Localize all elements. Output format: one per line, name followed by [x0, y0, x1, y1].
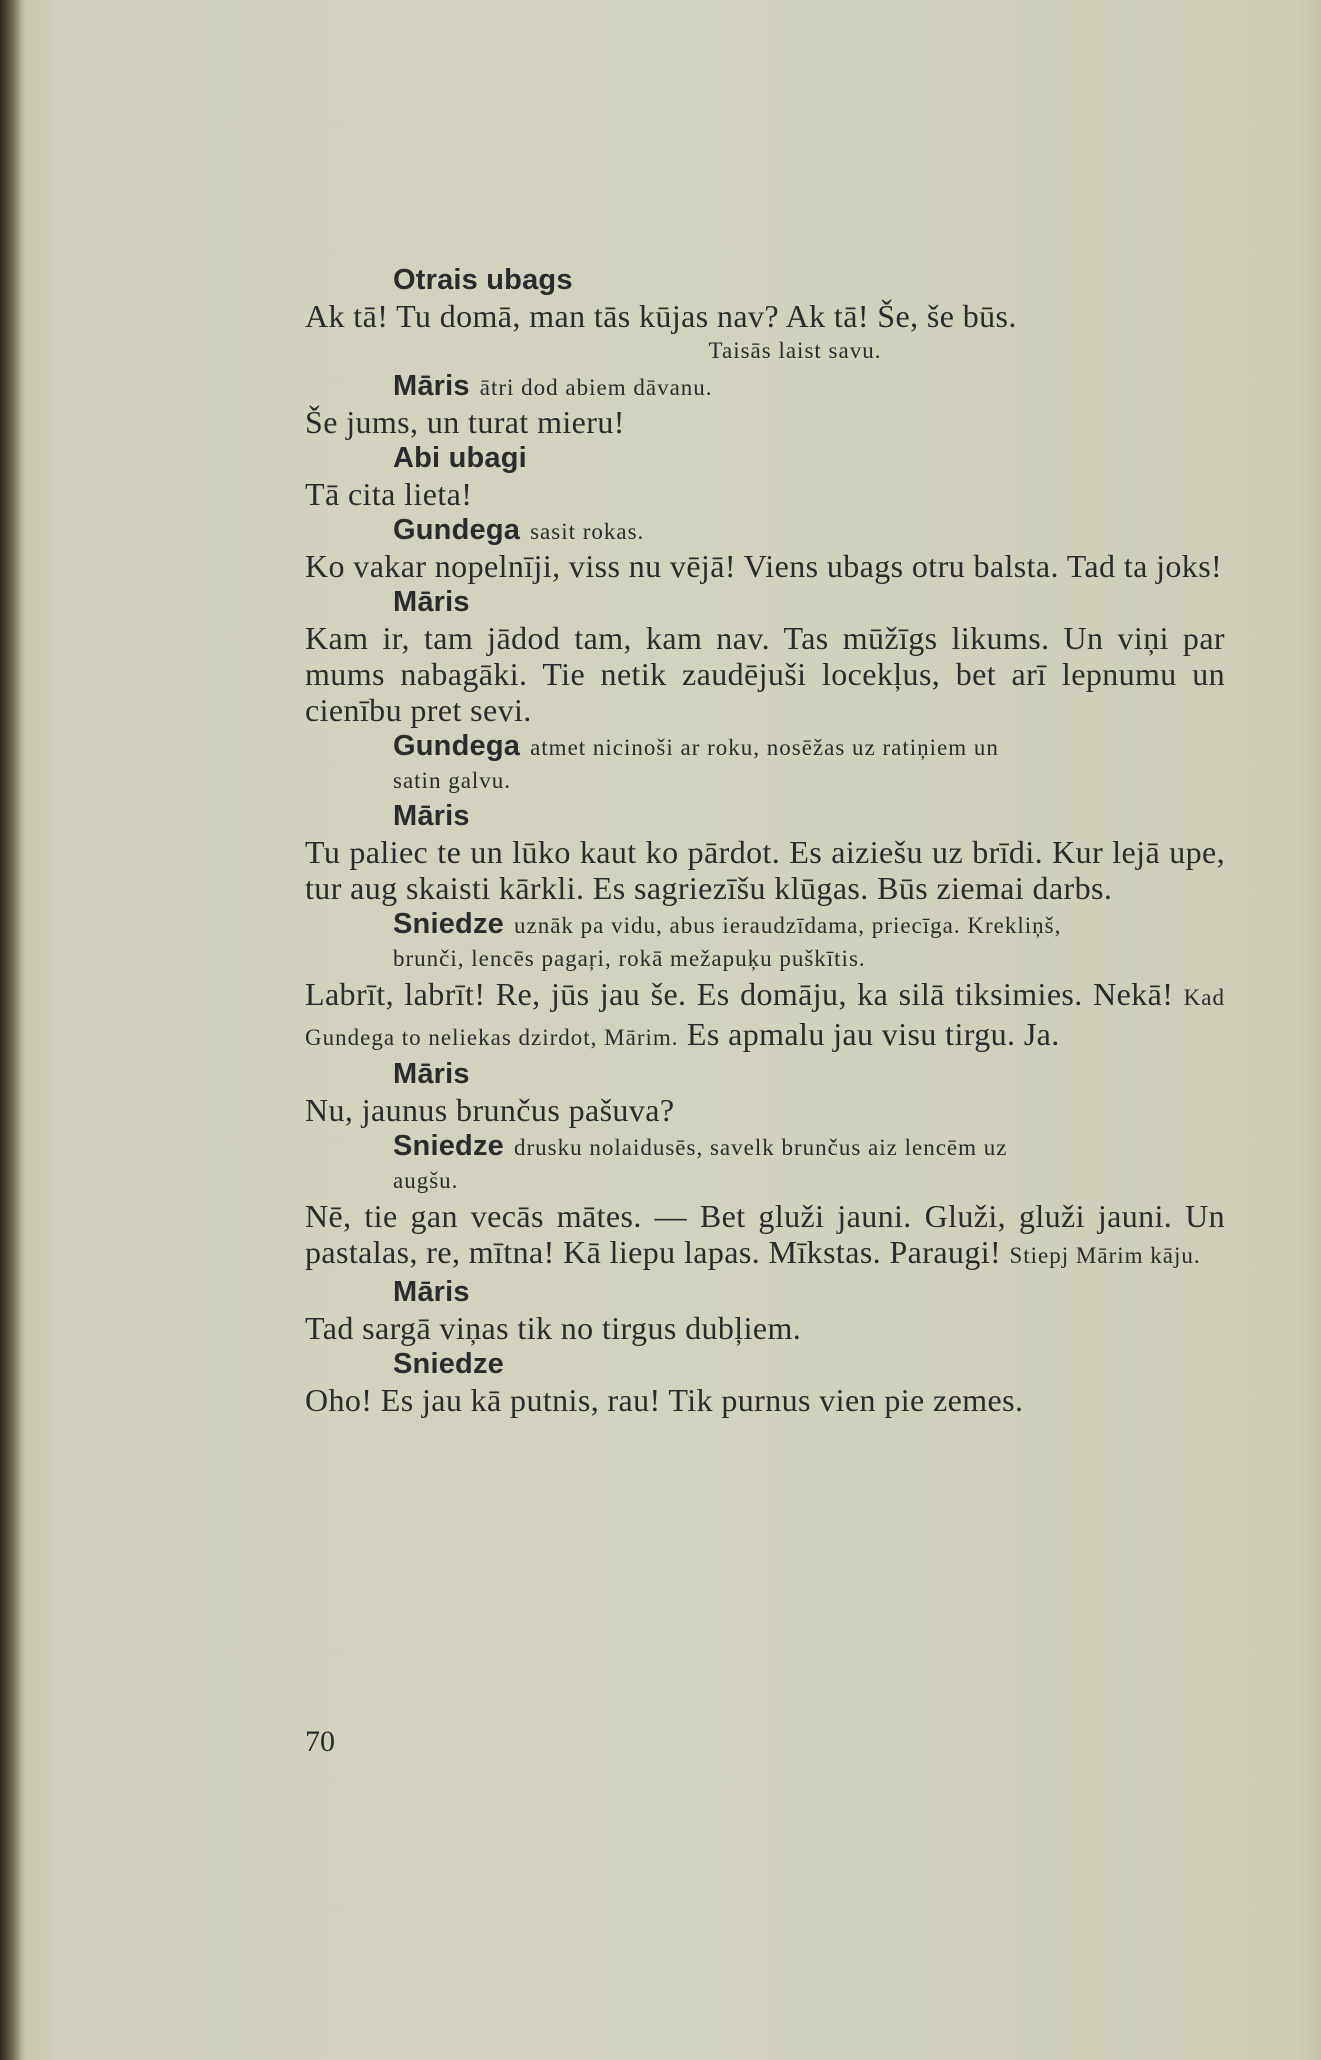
- speaker-name: Otrais ubags: [393, 264, 573, 296]
- speaker-name: Gundega: [393, 514, 521, 546]
- speaker-line: [305, 584, 1225, 620]
- speech-part: Nē, tie gan vecās mātes. — Bet gluži jauni. Gluži, gluži jauni. Un pastalas, re, mītna! Kā liepu lapas. Mīkstas. Paraugi!: [305, 1198, 1225, 1270]
- book-spine: [0, 0, 20, 2060]
- speech: Tu paliec te un lūko kaut ko pārdot. Es aiziešu uz brīdi. Kur lejā upe, tur aug skaisti kārkli. Es sagriezīšu klūgas. Būs ziemai darbs.: [305, 834, 1225, 906]
- speaker-line: [305, 1056, 1225, 1092]
- speaker-name: Sniedze: [393, 1130, 504, 1162]
- speaker-name: Māris: [393, 1058, 470, 1090]
- speaker-line: [305, 1128, 1225, 1164]
- speaker-line: [305, 262, 1225, 298]
- stage-direction: drusku nolaidusēs, savelk brunčus aiz lencēm uz: [514, 1135, 1008, 1160]
- speaker-name: Sniedze: [393, 908, 504, 940]
- stage-direction-continued: augšu.: [393, 1168, 459, 1193]
- speaker-name: Gundega: [393, 730, 521, 762]
- stage-direction: Stiepj Mārim kāju.: [1009, 1243, 1201, 1268]
- speech: Tad sargā viņas tik no tirgus dubļiem.: [305, 1310, 802, 1346]
- page-number: 70: [305, 1725, 335, 1758]
- speaker-name: Māris: [393, 586, 470, 618]
- stage-direction: Taisās laist savu.: [708, 338, 882, 363]
- speech-part: Labrīt, labrīt! Re, jūs jau še. Es domāju, ka silā tiksimies. Nekā!: [305, 976, 1184, 1012]
- play-text: [305, 262, 1225, 1418]
- speech: [305, 976, 1225, 1056]
- stage-direction-continued: satin galvu.: [393, 768, 512, 793]
- speaker-name: Māris: [393, 800, 470, 832]
- speaker-line: [305, 1274, 1225, 1310]
- stage-direction: sasit rokas.: [530, 519, 645, 544]
- speech: [305, 1198, 1225, 1274]
- speech-part: Es apmalu jau visu tirgu. Ja.: [678, 1016, 1060, 1052]
- speech: Kam ir, tam jādod tam, kam nav. Tas mūžīgs likums. Un viņi par mums nabagāki. Tie netik zaudējuši locekļus, bet arī lepnumu un cienību pret sevi.: [305, 620, 1225, 728]
- speech: Nu, jaunus brunčus pašuva?: [305, 1092, 675, 1128]
- speaker-name: Māris: [393, 1276, 470, 1308]
- speaker-line: [305, 512, 1225, 548]
- speaker-line: [305, 906, 1225, 942]
- speaker-line: [305, 368, 1225, 404]
- stage-direction: uznāk pa vidu, abus ieraudzīdama, priecīga. Krekliņš,: [514, 913, 1062, 938]
- speech: Ak tā! Tu domā, man tās kūjas nav? Ak tā! Še, še būs.: [305, 298, 1017, 334]
- stage-direction-continued: brunči, lencēs pagaŗi, rokā mežapuķu puškītis.: [393, 946, 866, 971]
- speaker-name: Abi ubagi: [393, 442, 527, 474]
- speech: Še jums, un turat mieru!: [305, 404, 625, 440]
- stage-direction: atmet nicinoši ar roku, nosēžas uz ratiņiem un: [530, 735, 999, 760]
- speaker-name: Māris: [393, 370, 470, 402]
- speech: Ko vakar nopelnīji, viss nu vējā! Viens ubags otru balsta. Tad ta joks!: [305, 548, 1223, 584]
- speaker-line: [305, 440, 1225, 476]
- speaker-line: [305, 798, 1225, 834]
- speech: Oho! Es jau kā putnis, rau! Tik purnus vien pie zemes.: [305, 1382, 1024, 1418]
- stage-direction: Kad Gundega to neliekas dzirdot, Mārim.: [305, 985, 1225, 1050]
- speaker-line: [305, 728, 1225, 764]
- speaker-name: Sniedze: [393, 1348, 504, 1380]
- speech: Tā cita lieta!: [305, 476, 473, 512]
- speaker-line: [305, 1346, 1225, 1382]
- stage-direction: ātri dod abiem dāvanu.: [479, 375, 713, 400]
